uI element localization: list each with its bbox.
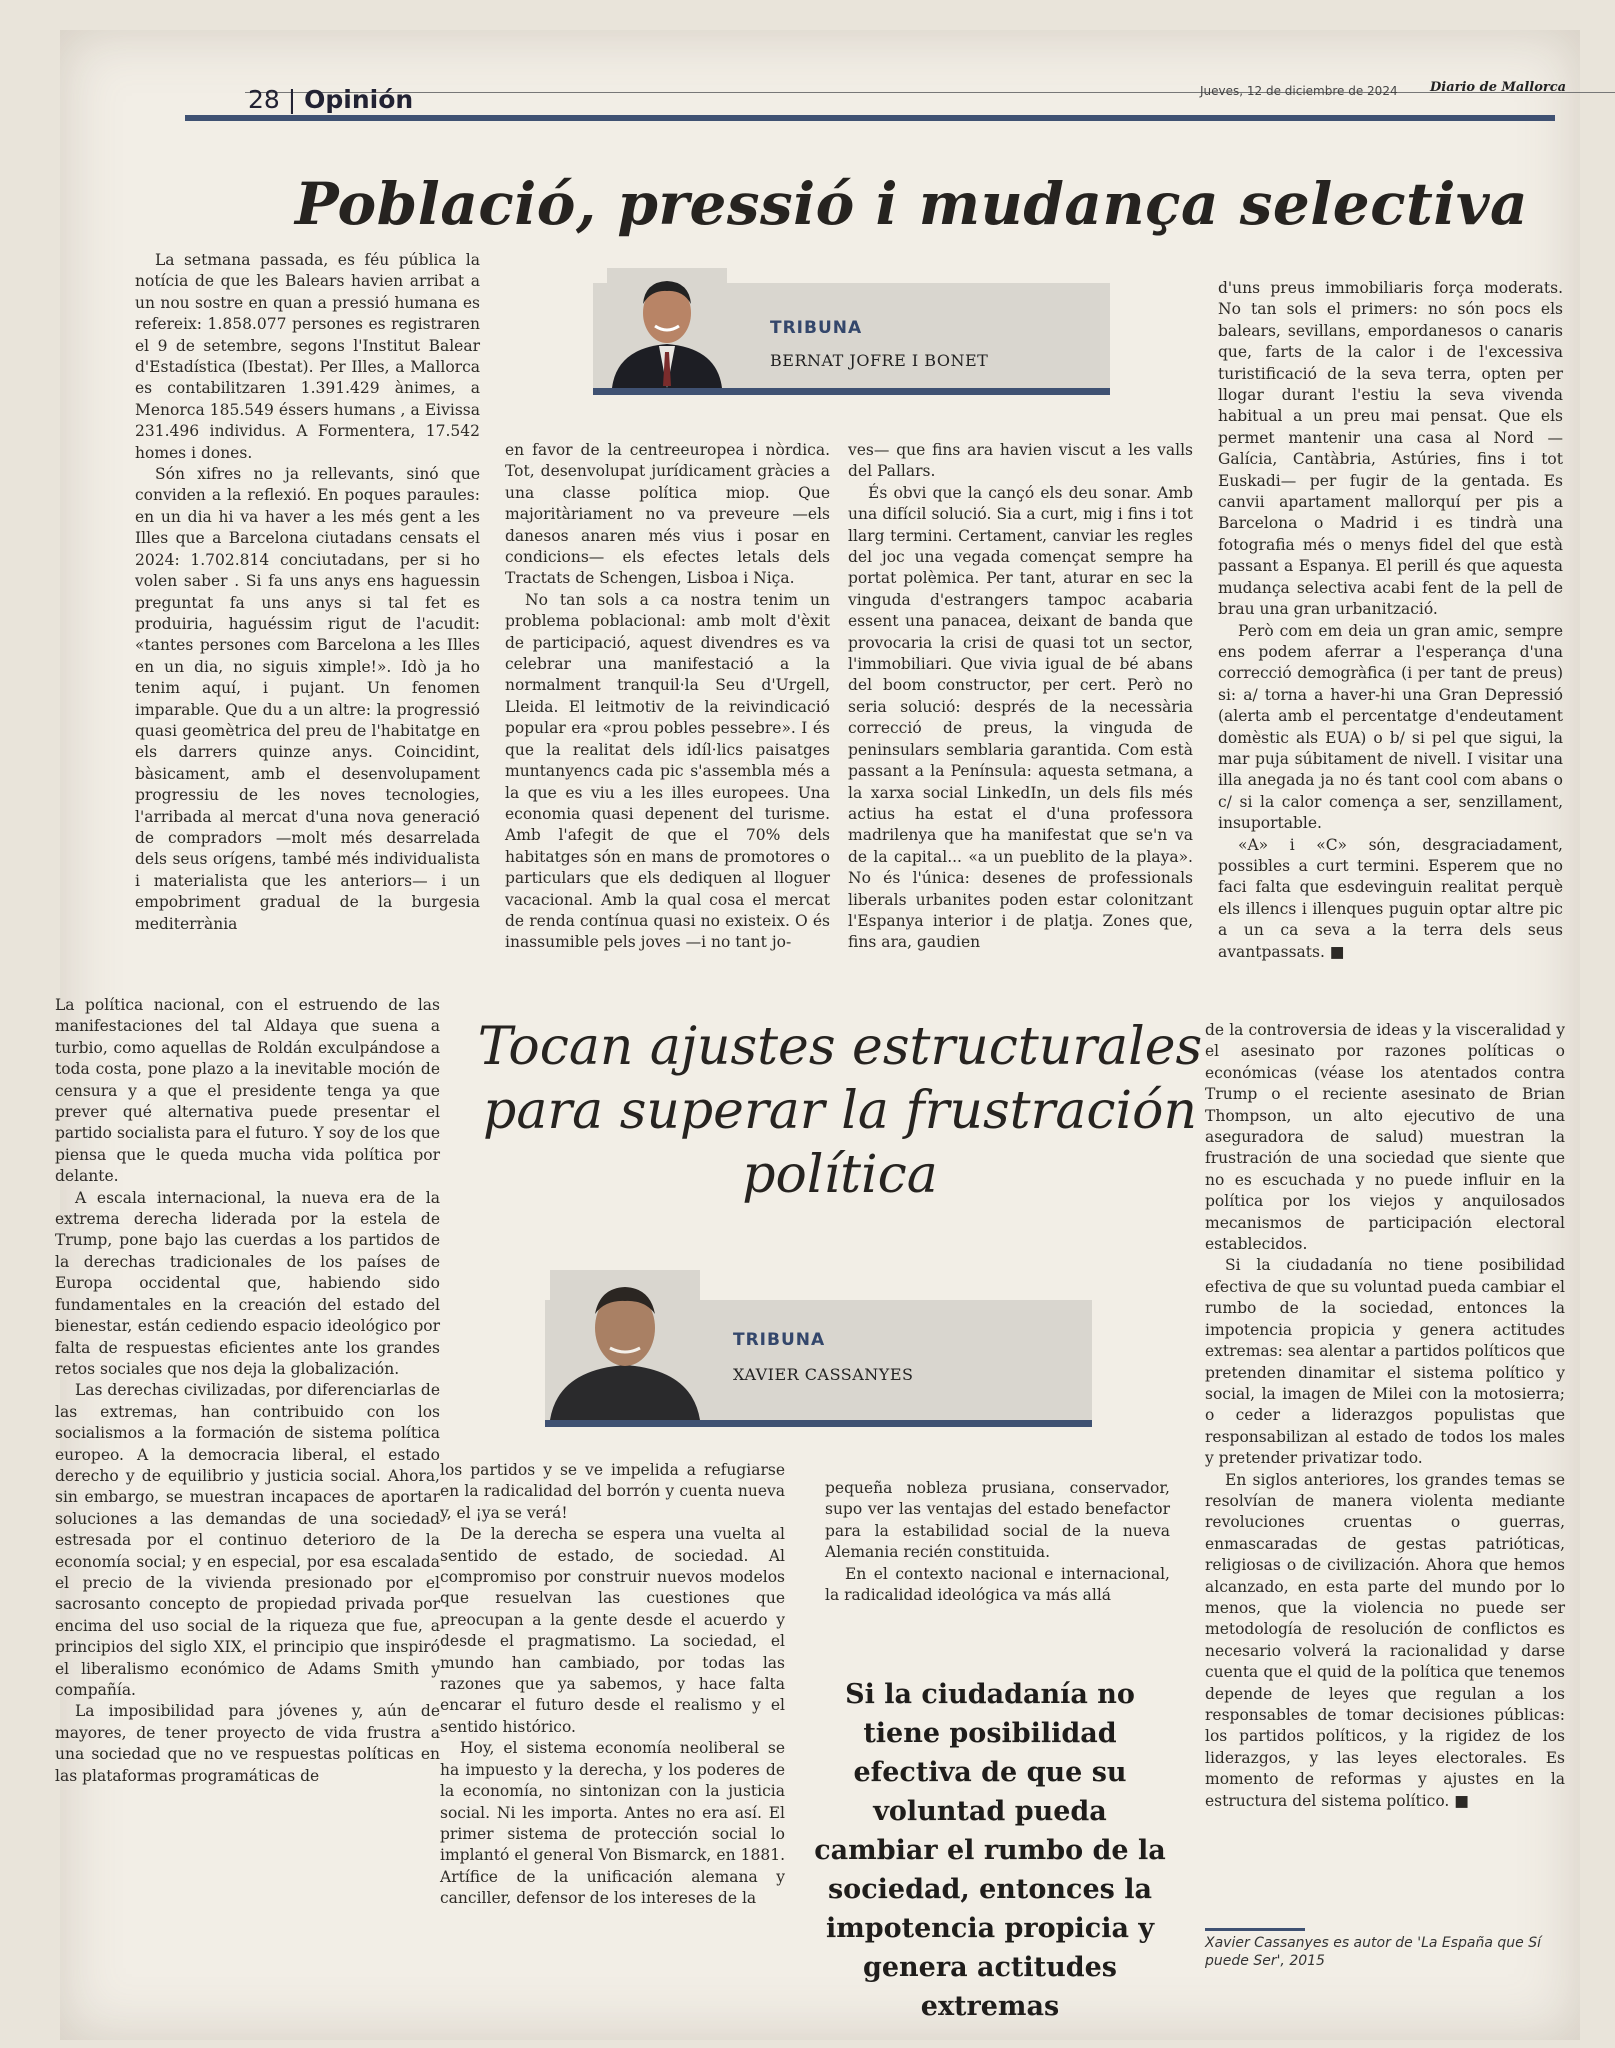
article2-column-3 (825, 1478, 1170, 1653)
paragraph: Si la ciudadanía no tiene posibilidad efectiva de que su voluntad pueda cambiar el rumbo de la sociedad, entonces la impotencia propicia y genera actitudes extremas: sea alentar a partidos políticos que pretenden dinamitar el sistema político y social, la imagen de Milei con la motosierra; o ceder a liderazgos populistas que responsabilizan al estado de todos los males y pretender privatizar todo. (1205, 1256, 1565, 1468)
paragraph: «A» i «C» són, desgraciadament, possibles a curt termini. Esperem que no faci falta que esdevinguin realitat perquè els illencs i illenques puguin optar altre pic a un ca seva a la terra dels seus avantpassats. ■ (1218, 835, 1563, 961)
article2-tribuna-label: TRIBUNA (733, 1330, 826, 1350)
header-band (185, 115, 1555, 121)
article2-column-2 (440, 1460, 785, 1960)
author-photo-xavier (550, 1270, 700, 1420)
paragraph: És obvi que la cançó els deu sonar. Amb una difícil solució. Sia a curt, mig i fins i tot llarg termini. Certament, canviar les regles del joc una vegada començat sempre ha portat polèmica. Per tant, aturar en sec la vinguda d'estrangers tampoc acabaria essent una panacea, deixant de banda que provocaria la crisi de quasi tot un sector, l'immobiliari. Que vivia igual de bé abans del boom constructor, per cert. Però no seria solució: després de la necessària correcció de preus, la vinguda de peninsulars semblaria garantida. Com està passant a la Península: aquesta setmana, a la xarxa social LinkedIn, un dels fils més actius ha estat el d'una professora madrilenya que ha manifestat que se'n va de la capital... «a un pueblito de la playa». No és l'única: desenes de professionals liberals urbanites poden estar colonitzant l'Espanya interior i de platja. Zones que, fins ara, gaudien (848, 483, 1193, 952)
paragraph: d'uns preus immobiliaris força moderats. No tan sols el primers: no són pocs els balears, sevillans, empordanesos o canaris que, farts de la calor i de l'excessiva turistificació de la seva terra, opten per llogar durant l'estiu la seva vivenda habitual a un preu mai pensat. Que els permet mantenir una casa al Nord —Galícia, Cantàbria, Astúries, fins i tot Euskadi— per fugir de la gentada. Es canvii apartament mallorquí per pis a Barcelona o Madrid i es tindrà una fotografia més o menys fidel del que està passant a Espanya. El perill és que aquesta mudança selectiva acabi fent de la pell de brau una gran urbanització. (1218, 279, 1563, 619)
page-number: 28 (248, 85, 280, 114)
page-number-section (248, 85, 413, 114)
divider-bar: | (287, 85, 305, 114)
article2-tribuna-box (545, 1300, 1092, 1427)
paragraph: ves— que fins ara havien viscut a les valls del Pallars. (848, 441, 1193, 481)
publication-date: Jueves, 12 de diciembre de 2024 (1200, 84, 1398, 98)
paragraph: La política nacional, con el estruendo de las manifestaciones del tal Aldaya que suena a turbio, como aquellas de Roldán exculpándose a toda costa, pone plazo a la inevitable moción de censura y a que el presidente tenga ya que prever qué alternativa puede presentar el partido socialista para el futuro. Y soy de los que piensa que le queda mucha vida política por delante. (55, 996, 440, 1186)
article2-title: Tocan ajustes estructurales para superar la frustración política (477, 1017, 1203, 1205)
paragraph: A escala internacional, la nueva era de la extrema derecha liderada por la estela de Trump, pone bajo las cuerdas a los partidos de la derechas tradicionales de los países de Europa occidental que, habiendo sido fundamentales en la creación del estado del bienestar, están cediendo espacio ideológico por falta de respuestas eficientes ante los grandes retos sociales que nos deja la globalización. (55, 1188, 440, 1378)
article1-tribuna-box (593, 283, 1110, 395)
article1-title: Població, pressió i mudança selectiva (295, 170, 1529, 238)
paragraph: en favor de la centreeuropea i nòrdica. Tot, desenvolupat jurídicament gràcies a una classe política miop. Que majoritàriament no va preveure —els danesos anaren més vius i posar en condicions— els efectes letals dels Tractats de Schengen, Lisboa i Niça. (505, 441, 830, 588)
article2-column-1 (55, 995, 440, 1955)
header-top-rule (245, 92, 1615, 93)
paragraph: En el contexto nacional e internacional, la radicalidad ideológica va más allá (825, 1564, 1170, 1605)
paragraph: En siglos anteriores, los grandes temas se resolvían de manera violenta mediante revoluciones cruentas o guerras, enmascaradas de gestas patrióticas, religiosas o de civilización. Ahora que hemos alcanzado, en esta parte del mundo por lo menos, que la violencia no puede ser metodología de resolución de conflictos es necesario volverá la racionalidad y darse cuenta que el quid de la política que tenemos depende de leyes que regulan a los responsables de tomar decisiones públicas: los partidos políticos, y la rigidez de los liderazgos, y las leyes electorales. Es momento de reformas y ajustes en la estructura del sistema político. ■ (1205, 1470, 1565, 1810)
newspaper-name: Diario de Mallorca (1430, 80, 1567, 95)
paragraph: Però com em deia un gran amic, sempre ens podem aferrar a l'esperança d'una correcció demogràfica (i per tant de preus) si: a/ torna a haver-hi una Gran Depressió (alerta amb el percentatge d'endeutament domèstic als EUA) o b/ si pel que sigui, la mar puja súbitament de nivell. I visitar una illa anegada ja no és tant cool com abans o c/ si la calor comença a ser, senzillament, insuportable. (1218, 621, 1563, 833)
article1-column-2 (505, 440, 830, 952)
article1-author: BERNAT JOFRE I BONET (770, 351, 989, 370)
author-photo-bernat (607, 268, 727, 388)
paragraph: La imposibilidad para jóvenes y, aún de mayores, de tener proyecto de vida frustra a una sociedad que no ve respuestas políticas en las plataformas programáticas de (55, 1702, 440, 1785)
paragraph: pequeña nobleza prusiana, conservador, supo ver las ventajas del estado benefactor para la estabilidad social de la nueva Alemania recién constituida. (825, 1479, 1170, 1562)
article1-column-3 (848, 440, 1193, 950)
paragraph: Hoy, el sistema economía neoliberal se ha impuesto y la derecha, y los poderes de la economía, no sintonizan con la justicia social. Ni les importa. Antes no era así. El primer sistema de protección social lo implantó el general Von Bismarck, en 1881. Artífice de la unificación alemana y canciller, defensor de los intereses de la (440, 1739, 785, 1908)
author-bio: Xavier Cassanyes es autor de 'La España que Sí puede Ser', 2015 (1205, 1935, 1542, 1969)
paragraph: los partidos y se ve impelida a refugiarse en la radicalidad del borrón y cuenta nueva y, el ¡ya se verá! (440, 1461, 785, 1522)
paragraph: No tan sols a ca nostra tenim un problema poblacional: amb molt d'èxit de participació, aquest divendres es va celebrar una manifestació a la normalment tranquil·la Seu d'Urgell, Lleida. El leitmotiv de la reivindicació popular era «prou pobles pessebre». I és que la realitat dels idíl·lics paisatges muntanyencs cada pic s'assembla més a la que es viu a les illes europees. Una economia quasi depenent del turisme. Amb l'afegit de que el 70% dels habitatges són en mans de promotores o particulars que els dediquen al lloguer vacacional. Amb la qual cosa el mercat de renda contínua quasi no existeix. O és inassumible pels joves —i no tant jo- (505, 590, 830, 952)
article1-column-1 (135, 250, 480, 933)
paragraph: De la derecha se espera una vuelta al sentido de estado, de sociedad. Al compromiso por construir nuevos modelos que resuelvan las cuestiones que preocupan a la gente desde el acuerdo y desde el pragmatismo. La sociedad, el mundo han cambiado, por todas las razones que ya sabemos, y hace falta encarar el futuro desde el realismo y el sentido histórico. (440, 1525, 785, 1736)
paragraph: de la controversia de ideas y la visceralidad y el asesinato por razones políticas o económicas (véase los atentados contra Trump o el reciente asesinato de Brian Thompson, un alto ejecutivo de una aseguradora de salud) muestran la frustración de una sociedad que siente que no es escuchada y no puede influir en la política por los viejos y anquilosados mecanismos de participación electoral establecidos. (1205, 1021, 1565, 1254)
paragraph: Són xifres no ja rellevants, sinó que conviden a la reflexió. En poques paraules: en un dia hi va haver a les més gent a les Illes que a Barcelona ciutadans censats el 2024: 1.702.814 conciutadans, per si ho volen saber . Si fa uns anys ens haguessin preguntat fa uns anys si tal fet es produiria, haguéssim rigut de l'acudit: «tantes persones com Barcelona a les Illes en un dia, no siguis ximple!». Idò ja ho tenim aquí, i pujant. Un fenomen imparable. Que du a un altre: la progressió quasi geomètrica del preu de l'habitatge en els darrers quinze anys. Coincidint, bàsicament, amb el desenvolupament progressiu de les noves tecnologies, l'arribada al mercat d'una nova generació de compradors —molt més desarrelada dels seus orígens, també més individualista i materialista que les anteriors— i un empobriment gradual de la burgesia mediterrània (135, 465, 480, 933)
paragraph: Las derechas civilizadas, por diferenciarlas de las extremas, han contribuido con los socialismos a la formación de sistema política europeo. A la democracia liberal, el estado derecho y de equilibrio y justicia social. Ahora, sin embargo, se muestran incapaces de aportar soluciones a las demandas de una sociedad estresada por el continuo deterioro de la economía social; y en especial, por esa escalada el precio de la vivienda presionado por el sacrosanto concepto de propiedad privada por encima del uso social de la riqueza que fue, a principios del siglo XIX, el principio que inspiró el liberalismo económico de Adams Smith y compañía. (55, 1381, 440, 1699)
article2-column-4 (1205, 1020, 1565, 1920)
article2-author: XAVIER CASSANYES (733, 1365, 914, 1384)
article1-tribuna-label: TRIBUNA (770, 318, 863, 338)
pull-quote: Si la ciudadanía no tiene posibilidad efectiva de que su voluntad pueda cambiar el rumbo de la sociedad, entonces la impotencia propicia y genera actitudes extremas (814, 1679, 1166, 2022)
bio-rule (1205, 1928, 1305, 1931)
article1-column-4 (1218, 278, 1563, 961)
paragraph: La setmana passada, es féu pública la notícia de que les Balears havien arribat a un nou sostre en quan a pressió humana es refereix: 1.858.077 persones es registraren el 9 de setembre, segons l'Institut Balear d'Estadística (Ibestat). Per Illes, a Mallorca es contabilitzaren 1.391.429 ànimes, a Menorca 185.549 éssers humans , a Eivissa 231.496 individus. A Formentera, 17.542 homes i dones. (135, 251, 480, 462)
section-name: Opinión (304, 85, 414, 114)
